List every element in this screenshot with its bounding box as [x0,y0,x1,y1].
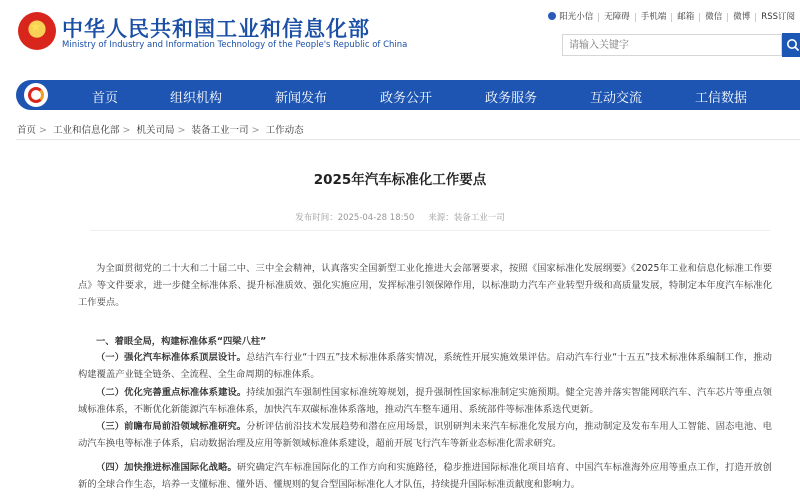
utility-link-accessibility[interactable]: 无障碍 [598,13,635,22]
breadcrumb-ministry[interactable]: 工业和信息化部 [53,125,120,136]
article-item: （二）优化完善重点标准体系建设。持续加强汽车强制性国家标准统筹规划，提升强制性国家标准制定实施预期。健全完善并落实智能网联汽车、汽车芯片等重点领域标准体系，不断优化新能源汽车标准体系，加快汽车双碳标准体系落地，推动汽车整车通用、系统部件等标准体系迭代更新。 [78,387,772,415]
nav-item-data[interactable]: 工信数据 [695,91,748,106]
site-header [0,0,800,78]
article-intro: 为全面贯彻党的二十大和二十届二中、三中全会精神，认真落实全国新型工业化推进大会部署要求，按照《国家标准化发展纲要》《2025年工业和信息化标准工作要点》等文件要求，进一步健全标准体系、提升标准质效、强化实施应用，发挥标准引领保障作用，以标准助力汽车产业转型升级和高质量发展，特制定本年度汽车标准化工作要点。 [78,263,772,308]
nav-item-organization[interactable]: 组织机构 [170,91,223,106]
publish-time: 发布时间：2025-04-28 18:50 [295,213,415,223]
breadcrumb: 首页 > 工业和信息化部 > 机关司局 > 装备工业一司 > 工作动态 [17,125,304,136]
article-item: （一）强化汽车标准体系顶层设计。总结汽车行业“十四五”技术标准体系落实情况，系统性开展实施效果评估。启动汽车行业“十五五”技术标准体系编制工作，推动构建覆盖产业链全链条、全流程、全生命周期的标准体系。 [78,352,772,380]
nav-item-home[interactable]: 首页 [92,91,119,106]
utility-link-weibo[interactable]: 微博 [727,13,755,22]
breadcrumb-work-news[interactable]: 工作动态 [265,125,304,136]
miit-logo-icon[interactable] [24,83,48,107]
section-heading: 一、着眼全局，构建标准体系“四梁八柱” [96,336,267,347]
search-button[interactable] [782,33,800,57]
article-title: 2025年汽车标准化工作要点 [313,172,487,188]
main-nav [16,80,800,110]
site-name-cn[interactable]: 中华人民共和国工业和信息化部 [62,17,370,41]
utility-links [543,12,800,22]
utility-link-sunshine[interactable]: 阳光小信 [543,12,598,22]
breadcrumb-home[interactable]: 首页 [17,125,37,136]
search-icon [786,38,800,52]
national-emblem-icon[interactable]: ★ [18,12,56,50]
utility-link-rss[interactable]: RSS订阅 [755,13,800,22]
search-input[interactable] [562,34,782,56]
breadcrumb-equipment-dept[interactable]: 装备工业一司 [191,125,249,136]
article-item: （四）加快推进标准国际化战略。研究确定汽车标准国际化的工作方向和实施路径，稳步推进国际标准化项目培育、中国汽车标准海外应用等重点工作，打造开放创新的全球合作生态，培养一支懂标准、懂外语、懂规则的复合型国际标准化人才队伍，持续提升国际标准贡献度和影响力。 [78,462,772,490]
meta-divider [90,230,770,231]
nav-item-services[interactable]: 政务服务 [485,91,538,106]
nav-item-open-government[interactable]: 政务公开 [380,91,433,106]
utility-link-wechat[interactable]: 微信 [699,13,727,22]
site-name-en: Ministry of Industry and Information Technology of the People's Republic of China [62,40,408,50]
article-meta [0,211,800,223]
breadcrumb-divider [16,139,800,140]
utility-link-mail[interactable]: 邮箱 [671,13,699,22]
nav-item-interaction[interactable]: 互动交流 [590,91,643,106]
article-source: 来源：装备工业一司 [428,213,505,223]
article-item: （三）前瞻布局前沿领域标准研究。分析评估前沿技术发展趋势和潜在应用场景，识别研判未来汽车标准化发展方向，推动制定及发布车用人工智能、固态电池、电动汽车换电等标准子体系，启动数据治理及应用等新领域标准体系建设，超前开展飞行汽车等新业态标准化需求研究。 [78,421,772,449]
nav-item-news[interactable]: 新闻发布 [275,91,328,106]
breadcrumb-departments[interactable]: 机关司局 [136,125,175,136]
utility-link-mobile[interactable]: 手机端 [635,13,672,22]
sunshine-icon [548,12,556,20]
